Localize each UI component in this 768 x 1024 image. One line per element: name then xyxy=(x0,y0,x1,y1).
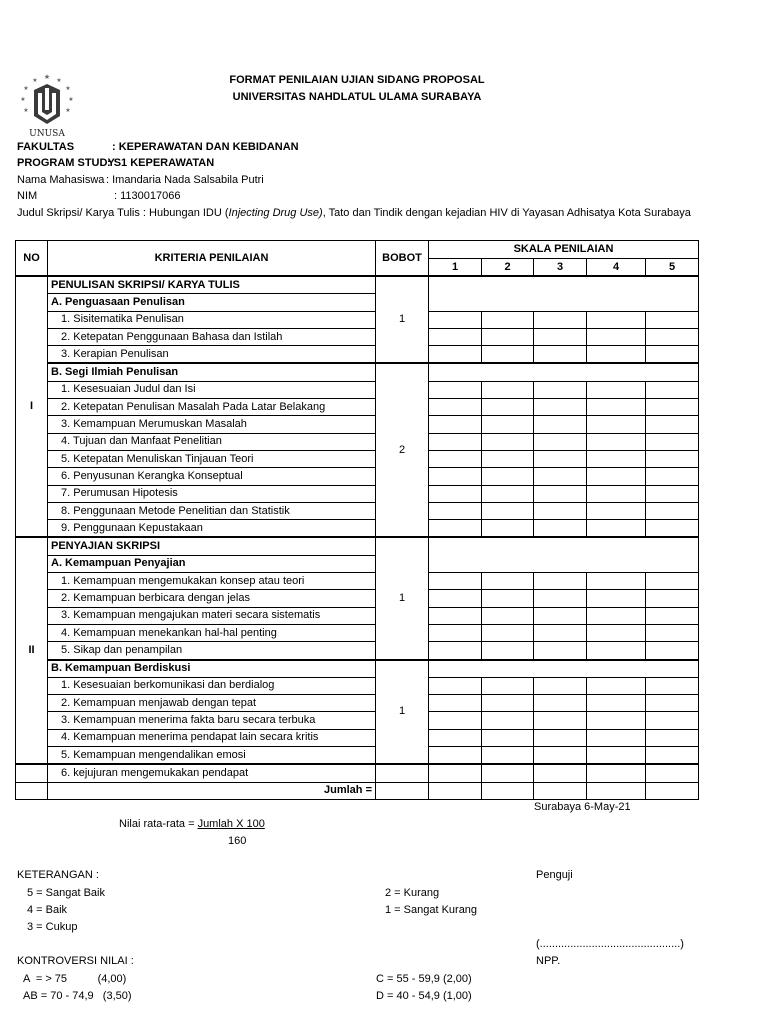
score-cell-1 xyxy=(429,642,482,660)
header-scale-1: 1 xyxy=(429,259,482,277)
blank-no xyxy=(16,782,48,799)
score-cell-2 xyxy=(482,695,534,712)
svg-text:★: ★ xyxy=(65,86,71,92)
score-cell-4 xyxy=(587,381,646,398)
score-cell-2 xyxy=(482,590,534,607)
svg-text:★: ★ xyxy=(56,78,62,84)
score-cell-2 xyxy=(482,764,534,782)
header-no: NO xyxy=(16,241,48,277)
score-cell-3 xyxy=(534,433,587,450)
bobot-a: 1 xyxy=(376,537,429,659)
score-blank xyxy=(429,537,699,572)
score-cell-5 xyxy=(646,695,699,712)
criteria-row xyxy=(16,520,699,538)
score-cell-1 xyxy=(429,520,482,538)
nilai-label: Nilai rata-rata = xyxy=(119,818,198,830)
criteria-item: 3. Kemampuan Merumuskan Masalah xyxy=(48,416,376,433)
jumlah-label: Jumlah = xyxy=(48,782,376,799)
svg-text:★: ★ xyxy=(23,86,29,92)
criteria-item: 1. Sisitematika Penulisan xyxy=(48,311,376,328)
score-cell-3 xyxy=(534,416,587,433)
score-cell-1 xyxy=(429,573,482,590)
score-cell-5 xyxy=(646,520,699,538)
score-cell-5 xyxy=(646,381,699,398)
criteria-item: 2. Ketepatan Penulisan Masalah Pada Latar Belakang xyxy=(48,399,376,416)
group-title: A. Kemampuan Penyajian xyxy=(48,555,376,572)
score-cell-5 xyxy=(646,433,699,450)
score-cell-2 xyxy=(482,502,534,519)
score-cell-1 xyxy=(429,450,482,467)
score-cell-4 xyxy=(587,468,646,485)
score-blank xyxy=(429,660,699,678)
bobot-a: 1 xyxy=(376,276,429,363)
score-cell-5 xyxy=(646,573,699,590)
criteria-item: 5. Sikap dan penampilan xyxy=(48,642,376,660)
score-cell-1 xyxy=(429,502,482,519)
judul-italic: Injecting Drug Use) xyxy=(228,207,323,219)
signature-line: (..............................................) xyxy=(536,938,684,950)
score-cell-1 xyxy=(429,416,482,433)
criteria-row xyxy=(16,642,699,660)
criteria-row xyxy=(16,346,699,364)
penguji-label: Penguji xyxy=(536,869,573,881)
group-row xyxy=(16,660,699,678)
header-skala: SKALA PENILAIAN xyxy=(429,241,699,259)
score-cell-1 xyxy=(429,782,482,799)
score-cell-2 xyxy=(482,346,534,364)
score-cell-5 xyxy=(646,311,699,328)
score-cell-4 xyxy=(587,747,646,765)
score-cell-4 xyxy=(587,764,646,782)
section-title: PENULISAN SKRIPSI/ KARYA TULIS xyxy=(48,276,376,294)
score-cell-1 xyxy=(429,624,482,641)
criteria-row xyxy=(16,450,699,467)
criteria-item: 1. Kesesuaian Judul dan Isi xyxy=(48,381,376,398)
score-cell-2 xyxy=(482,573,534,590)
svg-text:★: ★ xyxy=(20,97,26,103)
criteria-item: 3. Kemampuan mengajukan materi secara sistematis xyxy=(48,607,376,624)
criteria-item: 8. Penggunaan Metode Penelitian dan Statistik xyxy=(48,502,376,519)
assessment-table xyxy=(15,240,699,800)
score-cell-1 xyxy=(429,328,482,345)
score-cell-1 xyxy=(429,695,482,712)
criteria-row xyxy=(16,607,699,624)
score-blank xyxy=(429,276,699,311)
svg-text:UNUSA: UNUSA xyxy=(29,129,65,139)
score-cell-2 xyxy=(482,607,534,624)
criteria-row xyxy=(16,712,699,729)
criteria-item: 9. Penggunaan Kepustakaan xyxy=(48,520,376,538)
svg-text:★: ★ xyxy=(32,78,38,84)
header-scale-4: 4 xyxy=(587,259,646,277)
fakultas-value: : KEPERAWATAN DAN KEBIDANAN xyxy=(112,141,299,153)
section-number: I xyxy=(16,276,48,537)
bobot-b: 1 xyxy=(376,660,429,765)
score-cell-3 xyxy=(534,328,587,345)
score-cell-2 xyxy=(482,677,534,694)
score-cell-4 xyxy=(587,433,646,450)
score-cell-4 xyxy=(587,416,646,433)
kontroversi-c: C = 55 - 59,9 (2,00) xyxy=(376,973,472,985)
judul-suffix: , Tato dan Tindik dengan kejadian HIV di Yayasan Adhisatya Kota Surabaya xyxy=(322,207,691,219)
judul-prefix: Judul Skripsi/ Karya Tulis : Hubungan IDU ( xyxy=(17,207,229,219)
blank-bobot xyxy=(376,764,429,782)
kontroversi-ab: AB = 70 - 74,9 (3,50) xyxy=(23,990,132,1002)
header-scale-3: 3 xyxy=(534,259,587,277)
header-bobot: BOBOT xyxy=(376,241,429,277)
header-scale-5: 5 xyxy=(646,259,699,277)
score-cell-4 xyxy=(587,782,646,799)
score-cell-1 xyxy=(429,729,482,746)
score-cell-4 xyxy=(587,485,646,502)
score-cell-3 xyxy=(534,624,587,641)
criteria-row xyxy=(16,573,699,590)
score-cell-5 xyxy=(646,485,699,502)
criteria-row xyxy=(16,624,699,641)
score-cell-3 xyxy=(534,520,587,538)
criteria-item: 4. Kemampuan menerima pendapat lain secara kritis xyxy=(48,729,376,746)
criteria-row xyxy=(16,677,699,694)
ket-5: 5 = Sangat Baik xyxy=(27,887,105,899)
criteria-item: 4. Kemampuan menekankan hal-hal penting xyxy=(48,624,376,641)
score-cell-5 xyxy=(646,729,699,746)
score-cell-4 xyxy=(587,346,646,364)
criteria-row xyxy=(16,729,699,746)
score-cell-4 xyxy=(587,573,646,590)
score-cell-3 xyxy=(534,764,587,782)
score-cell-4 xyxy=(587,712,646,729)
criteria-row xyxy=(16,416,699,433)
score-cell-4 xyxy=(587,677,646,694)
score-cell-3 xyxy=(534,642,587,660)
jumlah-row xyxy=(16,782,699,799)
score-cell-2 xyxy=(482,433,534,450)
score-cell-1 xyxy=(429,747,482,765)
criteria-item: 4. Tujuan dan Manfaat Penelitian xyxy=(48,433,376,450)
score-cell-2 xyxy=(482,485,534,502)
criteria-row xyxy=(16,747,699,765)
score-cell-4 xyxy=(587,642,646,660)
score-cell-5 xyxy=(646,416,699,433)
score-cell-2 xyxy=(482,381,534,398)
score-cell-3 xyxy=(534,782,587,799)
score-blank xyxy=(429,363,699,381)
prodi-value: : S1 KEPERAWATAN xyxy=(107,157,215,169)
fakultas-label: FAKULTAS xyxy=(17,141,75,153)
score-cell-5 xyxy=(646,450,699,467)
score-cell-3 xyxy=(534,468,587,485)
score-cell-5 xyxy=(646,502,699,519)
score-cell-1 xyxy=(429,677,482,694)
jumlah-value xyxy=(376,782,429,799)
score-cell-1 xyxy=(429,346,482,364)
header-kriteria: KRITERIA PENILAIAN xyxy=(48,241,376,277)
criteria-item: 6. Penyusunan Kerangka Konseptual xyxy=(48,468,376,485)
criteria-item: 1. Kesesuaian berkomunikasi dan berdialog xyxy=(48,677,376,694)
criteria-item: 2. Kemampuan berbicara dengan jelas xyxy=(48,590,376,607)
criteria-item: 7. Perumusan Hipotesis xyxy=(48,485,376,502)
score-cell-3 xyxy=(534,311,587,328)
svg-text:★: ★ xyxy=(43,74,51,81)
criteria-row xyxy=(16,590,699,607)
score-cell-3 xyxy=(534,695,587,712)
blank-no xyxy=(16,764,48,782)
score-cell-2 xyxy=(482,712,534,729)
criteria-item: 2. Ketepatan Penggunaan Bahasa dan Istilah xyxy=(48,328,376,345)
criteria-item: 5. Kemampuan mengendalikan emosi xyxy=(48,747,376,765)
score-cell-5 xyxy=(646,677,699,694)
score-cell-3 xyxy=(534,485,587,502)
score-cell-5 xyxy=(646,607,699,624)
criteria-row xyxy=(16,764,699,782)
judul-line xyxy=(17,207,691,219)
criteria-item: 1. Kemampuan mengemukakan konsep atau teori xyxy=(48,573,376,590)
score-cell-4 xyxy=(587,729,646,746)
score-cell-3 xyxy=(534,677,587,694)
score-cell-4 xyxy=(587,607,646,624)
score-cell-2 xyxy=(482,624,534,641)
score-cell-2 xyxy=(482,782,534,799)
score-cell-1 xyxy=(429,590,482,607)
score-cell-1 xyxy=(429,607,482,624)
nama-label: Nama Mahasiswa xyxy=(17,174,105,186)
criteria-row xyxy=(16,328,699,345)
group-title: B. Kemampuan Berdiskusi xyxy=(48,660,376,678)
score-cell-1 xyxy=(429,468,482,485)
criteria-row xyxy=(16,399,699,416)
score-cell-2 xyxy=(482,328,534,345)
ket-2: 2 = Kurang xyxy=(385,887,440,899)
score-cell-2 xyxy=(482,399,534,416)
keterangan-title: KETERANGAN : xyxy=(17,869,99,881)
section-title: PENYAJIAN SKRIPSI xyxy=(48,537,376,555)
score-cell-4 xyxy=(587,311,646,328)
place-date: Surabaya 6-May-21 xyxy=(534,801,631,813)
criteria-item: 3. Kemampuan menerima fakta baru secara terbuka xyxy=(48,712,376,729)
score-cell-2 xyxy=(482,450,534,467)
score-cell-2 xyxy=(482,642,534,660)
score-cell-4 xyxy=(587,399,646,416)
section-row xyxy=(16,537,699,555)
criteria-item: 3. Kerapian Penulisan xyxy=(48,346,376,364)
score-cell-4 xyxy=(587,590,646,607)
score-cell-3 xyxy=(534,590,587,607)
criteria-item: 5. Ketepatan Menuliskan Tinjauan Teori xyxy=(48,450,376,467)
score-cell-1 xyxy=(429,433,482,450)
score-cell-3 xyxy=(534,712,587,729)
score-cell-1 xyxy=(429,712,482,729)
nim-value: : 1130017066 xyxy=(114,190,181,202)
score-cell-4 xyxy=(587,520,646,538)
svg-text:★: ★ xyxy=(65,108,71,114)
criteria-row xyxy=(16,311,699,328)
score-cell-4 xyxy=(587,502,646,519)
npp-label: NPP. xyxy=(536,955,561,967)
kontroversi-title: KONTROVERSI NILAI : xyxy=(17,955,134,967)
svg-text:★: ★ xyxy=(23,108,29,114)
criteria-row xyxy=(16,468,699,485)
score-cell-2 xyxy=(482,468,534,485)
criteria-row xyxy=(16,502,699,519)
score-cell-3 xyxy=(534,346,587,364)
nilai-rata-rata xyxy=(119,818,265,830)
criteria-item: 2. Kemampuan menjawab dengan tepat xyxy=(48,695,376,712)
header-scale-2: 2 xyxy=(482,259,534,277)
score-cell-1 xyxy=(429,485,482,502)
nilai-formula: Jumlah X 100 xyxy=(197,818,265,830)
svg-text:★: ★ xyxy=(68,97,74,103)
score-cell-3 xyxy=(534,729,587,746)
score-cell-1 xyxy=(429,399,482,416)
score-cell-5 xyxy=(646,747,699,765)
score-cell-4 xyxy=(587,328,646,345)
nim-label: NIM xyxy=(17,190,38,202)
score-cell-2 xyxy=(482,416,534,433)
group-row xyxy=(16,363,699,381)
score-cell-5 xyxy=(646,624,699,641)
criteria-row xyxy=(16,433,699,450)
score-cell-4 xyxy=(587,695,646,712)
criteria-row xyxy=(16,695,699,712)
group-title: A. Penguasaan Penulisan xyxy=(48,294,376,311)
criteria-row xyxy=(16,381,699,398)
score-cell-2 xyxy=(482,747,534,765)
score-cell-1 xyxy=(429,764,482,782)
score-cell-5 xyxy=(646,328,699,345)
section-number: II xyxy=(16,537,48,764)
score-cell-5 xyxy=(646,642,699,660)
score-cell-5 xyxy=(646,590,699,607)
score-cell-4 xyxy=(587,450,646,467)
score-cell-1 xyxy=(429,311,482,328)
header-row xyxy=(16,241,699,259)
score-cell-3 xyxy=(534,607,587,624)
title-line-2: UNIVERSITAS NAHDLATUL ULAMA SURABAYA xyxy=(232,91,482,103)
score-cell-5 xyxy=(646,399,699,416)
score-cell-3 xyxy=(534,450,587,467)
bobot-b: 2 xyxy=(376,363,429,537)
nilai-divisor: 160 xyxy=(228,835,247,847)
score-cell-3 xyxy=(534,502,587,519)
score-cell-3 xyxy=(534,573,587,590)
score-cell-3 xyxy=(534,381,587,398)
group-title: B. Segi Ilmiah Penulisan xyxy=(48,363,376,381)
score-cell-3 xyxy=(534,747,587,765)
score-cell-5 xyxy=(646,782,699,799)
kontroversi-a: A = > 75 (4,00) xyxy=(23,973,127,985)
nama-value: : Imandaria Nada Salsabila Putri xyxy=(106,174,264,186)
score-cell-5 xyxy=(646,764,699,782)
prodi-label: PROGRAM STUDY xyxy=(17,157,115,169)
section-row xyxy=(16,276,699,294)
ket-3: 3 = Cukup xyxy=(27,921,78,933)
score-cell-5 xyxy=(646,712,699,729)
ket-4: 4 = Baik xyxy=(27,904,68,916)
title-line-1: FORMAT PENILAIAN UJIAN SIDANG PROPOSAL xyxy=(229,74,485,86)
kontroversi-d: D = 40 - 54,9 (1,00) xyxy=(376,990,472,1002)
score-cell-5 xyxy=(646,468,699,485)
score-cell-2 xyxy=(482,729,534,746)
criteria-row xyxy=(16,485,699,502)
score-cell-5 xyxy=(646,346,699,364)
score-cell-4 xyxy=(587,624,646,641)
score-cell-1 xyxy=(429,381,482,398)
score-cell-2 xyxy=(482,520,534,538)
ket-1: 1 = Sangat Kurang xyxy=(385,904,478,916)
score-cell-3 xyxy=(534,399,587,416)
criteria-item: 6. kejujuran mengemukakan pendapat xyxy=(48,764,376,782)
score-cell-2 xyxy=(482,311,534,328)
